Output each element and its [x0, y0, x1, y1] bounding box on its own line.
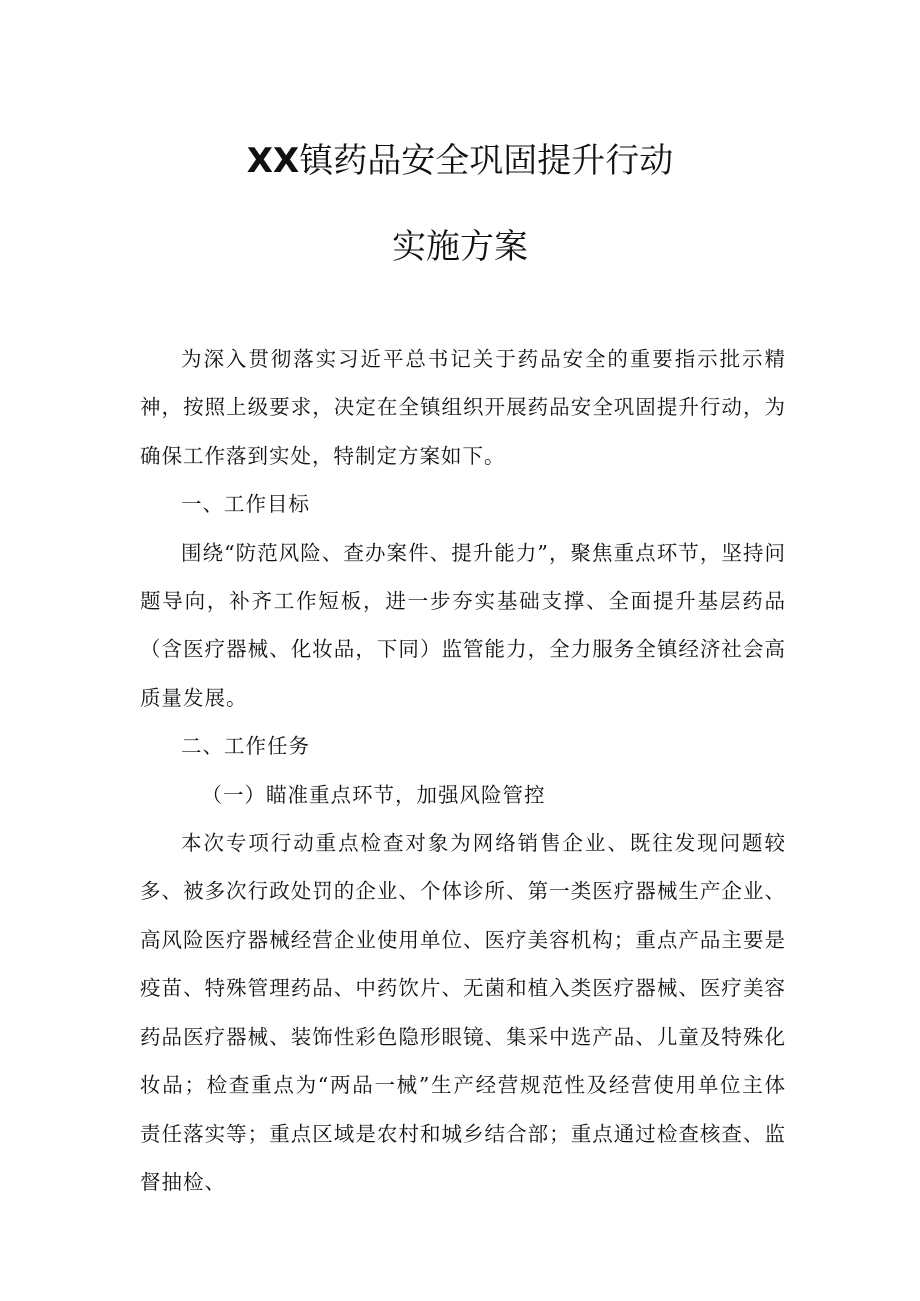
title-prefix: XX [246, 141, 300, 181]
subsection-heading-1: （一）瞄准重点环节，加强风险管控 [201, 782, 546, 807]
tasks-paragraph: 本次专项行动重点检查对象为网络销售企业、既往发现问题较多、被多次行政处罚的企业、个体诊所、第一类医疗器械生产企业、高风险医疗器械经营企业使用单位、医疗美容机构；重点产品主要是疫苗、特殊管理药品、中药饮片、无菌和植入类医疗器械、医疗美容药品医疗器械、装饰性彩色隐形眼镜、集采中选产品、儿童及特殊化妆品；检查重点为“两品一械”生产经营规范性及经营使用单位主体责任落实等；重点区域是农村和城乡结合部；重点通过检查核查、监督抽检、 [140, 831, 786, 1194]
goals-paragraph: 围绕“防范风险、查办案件、提升能力”，聚焦重点环节，坚持问题导向，补齐工作短板，进一步夯实基础支撑、全面提升基层药品（含医疗器械、化妆品，下同）监管能力，全力服务全镇经济社会高质量发展。 [140, 540, 786, 710]
document-title-line1 [0, 141, 920, 181]
section-heading-tasks: 二、工作任务 [181, 734, 310, 759]
title-main: 镇药品安全巩固提升行动 [299, 141, 674, 181]
document-title-line2: 实施方案 [392, 227, 528, 267]
document-body [140, 335, 786, 1206]
intro-paragraph: 为深入贯彻落实习近平总书记关于药品安全的重要指示批示精神，按照上级要求，决定在全镇组织开展药品安全巩固提升行动，为确保工作落到实处，特制定方案如下。 [140, 347, 786, 468]
section-heading-goals: 一、工作目标 [181, 492, 310, 517]
